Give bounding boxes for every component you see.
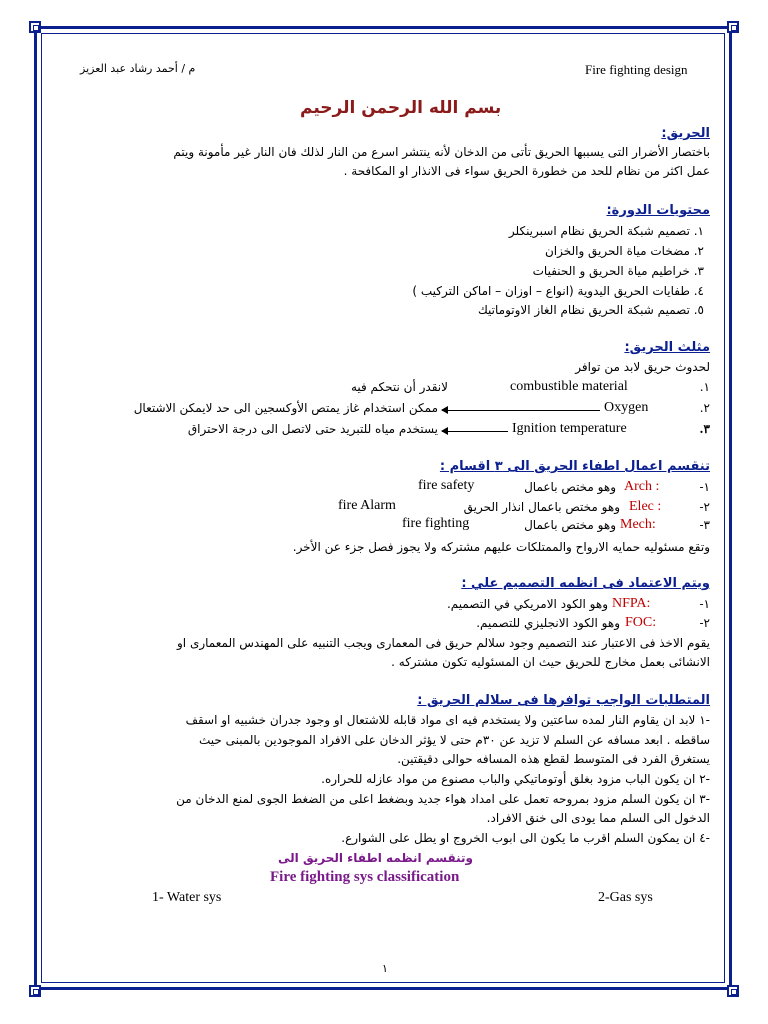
- classification-title: Fire fighting sys classification: [270, 869, 460, 885]
- division-desc: وهو مختص باعمال انذار الحريق: [463, 500, 620, 514]
- header-author: م / أحمد رشاد عبد العزيز: [80, 62, 196, 75]
- design-paragraph-line1: يقوم الاخذ فى الاعتبار عند التصميم وجود سلالم حريق فى المعمارى ويجب التنبيه على المهندس المعمارى او: [177, 636, 710, 650]
- triangle-num: .١: [699, 380, 710, 394]
- triangle-num: .٢: [699, 401, 710, 415]
- requirement-line: -٤ ان يمكون السلم اقرب ما يكون الى ابوب الخروج او يطل على الشوارع.: [341, 831, 710, 845]
- section-divisions-heading: تنقسم اعمال اطفاء الحريق الى ٣ اقسام :: [439, 459, 710, 474]
- section-course-heading: محتويات الدورة:: [606, 203, 710, 218]
- division-num: -٢: [699, 500, 710, 514]
- triangle-note: ممكن استخدام غاز يمتص الأوكسجين الى حد لايمكن الاشتعال: [133, 401, 438, 415]
- triangle-intro: لحدوث حريق لابد من توافر: [575, 360, 710, 374]
- design-code: NFPA:: [612, 596, 651, 611]
- corner-ornament: [29, 21, 41, 33]
- design-code: FOC:: [625, 615, 657, 630]
- design-desc: وهو الكود الامريكي في التصميم.: [446, 597, 608, 611]
- fire-paragraph-line2: عمل اكثر من نظام للحد من خطورة الحريق سواء فى الانذار او المكافحة .: [343, 164, 710, 178]
- section-triangle-heading: مثلث الحريق:: [624, 340, 710, 355]
- arrow-icon: [442, 410, 600, 411]
- section-fire-heading: الحريق:: [661, 126, 710, 141]
- division-num: -٣: [699, 518, 710, 532]
- triangle-note: يستخدم مياه للتبريد حتى لاتصل الى درجة الاحتراق: [187, 422, 438, 436]
- requirement-line: يستغرق الفرد فى المتوسط لقطع هذه المسافه حوالى دقيقتين.: [397, 752, 710, 766]
- corner-ornament: [727, 21, 739, 33]
- requirement-line: -١ لابد ان يقاوم النار لمده ساعتين ولا يستخدم فيه اى مواد قابله للاشتعال او وجود جدران خشبيه او اسقف: [185, 713, 710, 727]
- requirement-line: الدخول الى السلم مما يودى الى خنق الافراد.: [486, 811, 710, 825]
- classification-arabic: وتنقسم انظمه اطفاء الحريق الى: [278, 851, 473, 865]
- requirement-line: -٢ ان يكون الباب مزود بغلق أوتوماتيكي والباب مصنوع من مواد عازله للحراره.: [321, 772, 710, 786]
- design-num: -٢: [699, 616, 710, 630]
- division-en: fire fighting: [402, 516, 470, 531]
- division-num: -١: [699, 480, 710, 494]
- triangle-term: Ignition temperature: [512, 421, 627, 436]
- section-design-heading: ويتم الاعتماد فى انظمه التصميم علي :: [461, 576, 710, 591]
- corner-ornament: [727, 985, 739, 997]
- design-paragraph-line2: الانشائى بعمل مخارج للحريق حيث ان المسئوليه تكون مشتركه .: [391, 655, 710, 669]
- section-requirements-heading: المتطلبات الواجب توافرها فى سلالم الحريق :: [417, 693, 710, 708]
- triangle-term: combustible material: [510, 379, 628, 394]
- requirement-line: ساقطه . ابعد مسافه عن السلم لا تزيد عن ٣٠م حتى لا يؤثر الدخان على الافراد الموجودين بالمبنى حيث: [198, 733, 710, 747]
- divisions-note: وتقع مسئوليه حمايه الارواح والممتلكات عليهم مشتركه ولا يجوز فصل جزء عن الأخر.: [292, 540, 710, 554]
- division-code: Elec :: [629, 499, 662, 514]
- triangle-num: .٣: [699, 422, 710, 436]
- course-item: ٢. مضخات مياة الحريق والخزان: [544, 244, 704, 258]
- arrow-icon: [442, 431, 508, 432]
- classification-gas: 2-Gas sys: [598, 890, 653, 905]
- course-item: ٥. تصميم شبكة الحريق نظام الغاز الاوتوماتيك: [477, 303, 704, 317]
- division-en: fire safety: [418, 478, 475, 493]
- design-desc: وهو الكود الانجليزي للتصميم.: [476, 616, 620, 630]
- division-desc: وهو مختص باعمال: [524, 480, 616, 494]
- course-item: ٣. خراطيم مياة الحريق و الحنفيات: [532, 264, 704, 278]
- design-num: -١: [699, 597, 710, 611]
- triangle-note: لانقدر أن نتحكم فيه: [350, 380, 448, 394]
- header-title: Fire fighting design: [585, 62, 688, 77]
- division-code: Mech:: [620, 517, 656, 532]
- fire-paragraph-line1: باختصار الأضرار التى يسببها الحريق تأتى من الدخان لأنه ينتشر اسرع من النار لذلك فان النار غير مأمونة ويتم: [173, 145, 710, 159]
- classification-water: 1- Water sys: [152, 890, 222, 905]
- course-item: ٤. طفايات الحريق اليدوية (انواع – اوزان – اماكن التركيب ): [412, 284, 704, 298]
- course-item: ١. تصميم شبكة الحريق نظام اسبرينكلر: [508, 224, 704, 238]
- division-code: Arch :: [624, 479, 660, 494]
- page-number: ١: [382, 962, 388, 975]
- requirement-line: -٣ ان يكون السلم مزود بمروحه تعمل على امداد هواء جديد وبضغط اعلى من الضغط الجوى لمنع الدخان من: [176, 792, 710, 806]
- basmala: بسم الله الرحمن الرحيم: [300, 98, 502, 118]
- corner-ornament: [29, 985, 41, 997]
- division-desc: وهو مختص باعمال: [524, 518, 616, 532]
- division-en: fire Alarm: [338, 498, 396, 513]
- triangle-term: Oxygen: [604, 400, 649, 415]
